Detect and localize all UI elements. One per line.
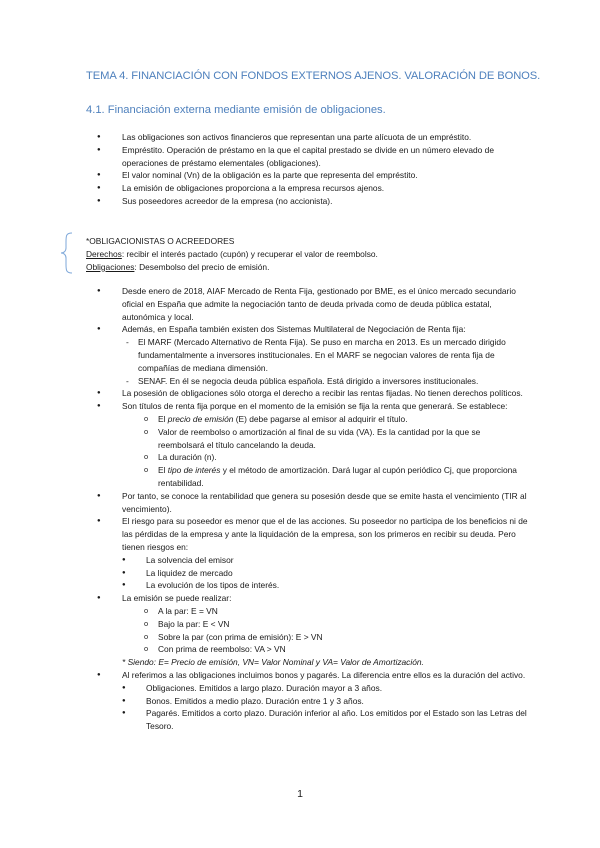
brace-icon xyxy=(60,232,74,274)
list-item: ● El riesgo para su poseedor es menor que el de las acciones. Su poseedor no participa de los beneficios ni de las pérdidas de la empresa y ante la liquidación de la empresa, son los primeros en recibir su deuda. Pero tienen riesgos en: ● La solvencia del emisor ● La liquidez de mercado ● La evolución de los tipos de interés. xyxy=(86,515,528,592)
derechos-line: Derechos: recibir el interés pactado (cupón) y recuperar el valor de reembolso. xyxy=(86,248,378,259)
sub-item: ● La evolución de los tipos de interés. xyxy=(122,579,528,592)
main-list xyxy=(86,285,528,733)
obligaciones-line: Obligaciones: Desembolso del precio de emisión. xyxy=(86,261,270,272)
sub-item: ● Bonos. Emitidos a medio plazo. Duración entre 1 y 3 años. xyxy=(122,695,528,708)
list-item: ● Sus poseedores acreedor de la empresa (no accionista). xyxy=(86,195,528,208)
sub-item: ● Obligaciones. Emitidos a largo plazo. Duración mayor a 3 años. xyxy=(122,682,528,695)
list-item: ● El valor nominal (Vn) de la obligación es la parte que representa del empréstito. xyxy=(86,169,528,182)
sub-item: o Con prima de reembolso: VA > VN xyxy=(144,643,528,656)
page-number: 1 xyxy=(297,788,303,800)
list-item: ● Además, en España también existen dos Sistemas Multilateral de Negociación de Renta fija: - El MARF (Mercado Alternativo de Renta Fija). Se puso en marcha en 2013. Es un mercado dirigido fundamentalmente a inversores institucionales. En el MARF se negocian valores de renta fija de compañías de mediana dimensión. - SENAF. En él se negocia deuda pública española. Está dirigido a inversores institucionales. xyxy=(86,323,528,387)
derechos-label: Derechos xyxy=(86,248,122,259)
list-item: ● Empréstito. Operación de préstamo en la que el capital prestado se divide en un número elevado de operaciones de préstamo elementales (obligaciones). xyxy=(86,144,528,170)
page-title: TEMA 4. FINANCIACIÓN CON FONDOS EXTERNOS AJENOS. VALORACIÓN DE BONOS. xyxy=(86,70,541,82)
sub-item: o Valor de reembolso o amortización al final de su vida (VA). Es la cantidad por la que se reembolsará el título cancelando la deuda. xyxy=(144,426,528,452)
sub-item: ● La liquidez de mercado xyxy=(122,567,528,580)
sub-item: o El tipo de interés y el método de amortización. Dará lugar al cupón periódico Cj, que proporciona rentabilidad. xyxy=(144,464,528,490)
sub-item: ● Pagarés. Emitidos a corto plazo. Duración inferior al año. Los emitidos por el Estado son las Letras del Tesoro. xyxy=(122,707,528,733)
sub-item: o Bajo la par: E < VN xyxy=(144,618,528,631)
list-item: ● Las obligaciones son activos financieros que representan una parte alícuota de un empréstito. xyxy=(86,131,528,144)
box-heading: *OBLIGACIONISTAS O ACREEDORES xyxy=(86,236,235,246)
list-item: ● Por tanto, se conoce la rentabilidad que genera su posesión desde que se emite hasta el vencimiento (TIR al vencimiento). xyxy=(86,490,528,516)
sub-item: o El precio de emisión (E) debe pagarse al emisor al adquirir el título. xyxy=(144,413,528,426)
list-item: ● La emisión se puede realizar: o A la par: E = VN o Bajo la par: E < VN o Sobre la par (con prima de emisión): E > VN o Con prima de reembolso: VA > VN xyxy=(86,592,528,656)
sub-item: o La duración (n). xyxy=(144,451,528,464)
obligaciones-label: Obligaciones xyxy=(86,261,135,272)
footnote: * Siendo: E= Precio de emisión, VN= Valor Nominal y VA= Valor de Amortización. xyxy=(122,657,424,668)
list-item: ● La emisión de obligaciones proporciona a la empresa recursos ajenos. xyxy=(86,182,528,195)
sub-item: - SENAF. En él se negocia deuda pública española. Está dirigido a inversores institucionales. xyxy=(126,375,528,388)
sub-item: ● La solvencia del emisor xyxy=(122,554,528,567)
sub-item: - El MARF (Mercado Alternativo de Renta Fija). Se puso en marcha en 2013. Es un mercado dirigido fundamentalmente a inversores institucionales. En el MARF se negocian valores de renta fija de compañías de mediana dimensión. xyxy=(126,336,528,374)
list-item: ● Al referimos a las obligaciones incluimos bonos y pagarés. La diferencia entre ellos es la duración del activo. ● Obligaciones. Emitidos a largo plazo. Duración mayor a 3 años. ● Bonos. Emitidos a medio plazo. Duración entre 1 y 3 años. ● Pagarés. Emitidos a corto plazo. Duración inferior al año. Los emitidos por el Estado son las Letras del Tesoro. xyxy=(86,669,528,733)
list-item: ● Son títulos de renta fija porque en el momento de la emisión se fija la renta que generará. Se establece: o El precio de emisión (E) debe pagarse al emisor al adquirir el título. o Valor de reembolso o amortización al final de su vida (VA). Es la cantidad por la que se reembolsará el título cancelando la deuda. o La duración (n). o El tipo de interés y el método de amortización. Dará lugar al cupón periódico Cj, que proporciona rentabilidad. xyxy=(86,400,528,490)
sub-item: o A la par: E = VN xyxy=(144,605,528,618)
section-heading: 4.1. Financiación externa mediante emisión de obligaciones. xyxy=(86,104,386,116)
list-item: ● Desde enero de 2018, AIAF Mercado de Renta Fija, gestionado por BME, es el único mercado secundario oficial en España que admite la negociación tanto de deuda privada como de deuda pública estatal, autonómica y local. xyxy=(86,285,528,323)
intro-list xyxy=(86,131,528,208)
obligacionistas-box xyxy=(86,235,528,273)
sub-item: o Sobre la par (con prima de emisión): E > VN xyxy=(144,631,528,644)
list-item: ● La posesión de obligaciones sólo otorga el derecho a recibir las rentas fijadas. No tienen derechos políticos. xyxy=(86,387,528,400)
